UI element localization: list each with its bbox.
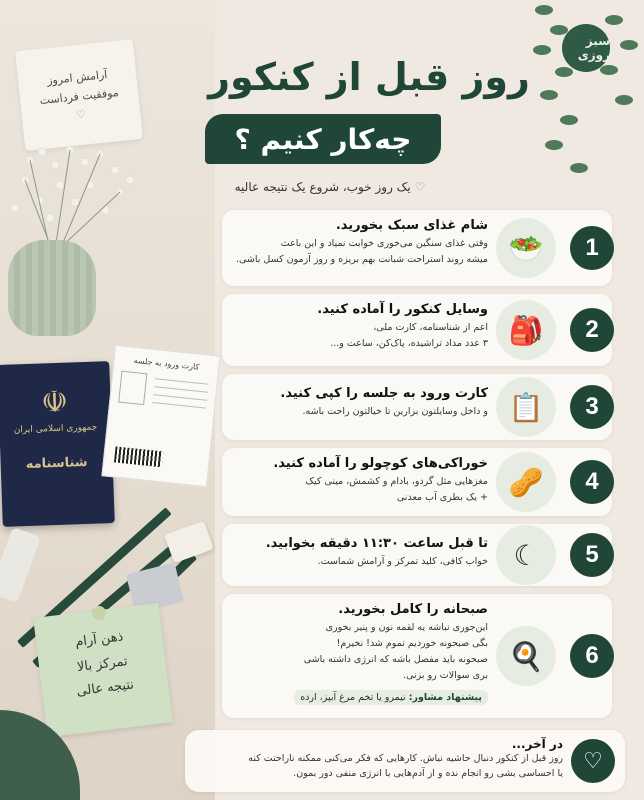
fried-egg-icon: 🍳 xyxy=(496,626,556,686)
step-3 xyxy=(222,374,612,440)
step-desc: بگی صبحونه خوردیم تموم شد! نخیرم! xyxy=(336,638,488,650)
final-title: در آخر... xyxy=(511,737,563,751)
exam-entry-card xyxy=(101,345,220,487)
step-5 xyxy=(222,524,612,586)
sticky-note xyxy=(33,603,173,737)
step-number: 3 xyxy=(570,385,614,429)
tagline-text: یک روز خوب، شروع یک نتیجه عالیه xyxy=(234,180,411,194)
sticky-line-2: تمرکز بالا xyxy=(76,653,129,675)
birth-certificate xyxy=(0,361,115,527)
step-number: 2 xyxy=(570,308,614,352)
step-desc: خواب کافی، کلید تمرکز و آرامش شماست. xyxy=(317,556,488,567)
entry-card-title: کارت ورود به جلسه xyxy=(133,355,200,372)
step-1 xyxy=(222,210,612,286)
step-6 xyxy=(222,594,612,718)
clipboard-icon: 📋 xyxy=(496,377,556,437)
salad-bowl-icon: 🥗 xyxy=(496,218,556,278)
step-title: صبحانه را کامل بخورید. xyxy=(338,602,488,617)
step-number: 1 xyxy=(570,226,614,270)
passport-title: شناسنامه xyxy=(25,454,88,473)
advisor-label: پیشنهاد مشاور: xyxy=(408,691,482,703)
heart-icon: ♡ xyxy=(414,180,426,194)
snacks-icon: 🥜 xyxy=(496,452,556,512)
final-desc: روز قبل از کنکور دنبال حاشیه نباش. کارهایی که فکر می‌کنی ممکنه ناراحتت کنه xyxy=(248,753,563,764)
pin-icon xyxy=(92,606,106,620)
step-desc: و داخل وسایلتون بزارین تا خیالتون راحت باشه. xyxy=(302,406,488,417)
passport-top-text: جمهوری اسلامی ایران xyxy=(13,422,98,436)
decorative-scene xyxy=(0,0,215,800)
emblem-icon: ☫ xyxy=(40,384,69,421)
page-title: روز قبل از کنکور xyxy=(208,55,530,99)
step-desc: مغزهایی مثل گردو، بادام و کشمش، مینی کیک xyxy=(305,476,488,487)
eraser xyxy=(164,521,214,564)
step-title: کارت ورود به جلسه را کپی کنید. xyxy=(280,386,488,401)
heart-icon: ♡ xyxy=(571,739,615,783)
final-note xyxy=(185,730,625,792)
step-desc: این‌جوری نباشه یه لقمه نون و پنیر بخوری xyxy=(325,622,488,633)
final-desc: یا احساسی بشی رو انجام نده و از آدم‌هایی با انرژی منفی دور بمون. xyxy=(293,768,563,780)
step-title: شام غذای سبک بخورید. xyxy=(335,218,488,233)
step-desc: وقتی غذای سنگین می‌خوری خوابت نمیاد و این باعث xyxy=(280,238,488,249)
sticky-line-1: ذهن آرام xyxy=(74,629,125,651)
brand-logo: سبز روزی xyxy=(562,24,610,72)
sticky-line-3: نتیجه عالی xyxy=(75,677,135,700)
step-number: 6 xyxy=(570,634,614,678)
step-desc: صبحونه باید مفصل باشه که انرژی داشته باشی xyxy=(303,654,488,666)
subtitle-banner xyxy=(205,114,441,164)
step-desc: اعم از شناسنامه، کارت ملی، xyxy=(373,322,488,333)
pen xyxy=(0,527,41,603)
step-number: 4 xyxy=(570,460,614,504)
tagline xyxy=(230,180,430,194)
step-number: 5 xyxy=(570,533,614,577)
small-heart-icon: ♡ xyxy=(75,107,87,122)
advisor-text: نیمرو یا تخم مرغ آبپز، ارده xyxy=(300,691,406,703)
card-line-1: آرامش امروز xyxy=(46,67,108,88)
barcode-icon xyxy=(114,446,163,467)
step-title: وسایل کنکور را آماده کنید. xyxy=(317,302,488,317)
step-desc: ۳ عدد مداد تراشیده، پاک‌کن، ساعت و... xyxy=(330,338,488,350)
vase xyxy=(8,240,96,336)
page-subtitle: چه‌کار کنیم ؟ xyxy=(234,122,412,156)
step-desc: میشه روند استراحت شبانت بهم بریزه و روز آزمون کسل باشی. xyxy=(235,254,488,266)
step-title: خوراکی‌های کوچولو را آماده کنید. xyxy=(273,456,488,471)
step-desc: بری سوالات رو بزنی. xyxy=(403,670,488,682)
photo-placeholder xyxy=(118,371,147,406)
flowers-icon xyxy=(0,130,150,250)
step-2 xyxy=(222,294,612,366)
advisor-tip xyxy=(294,690,488,705)
step-desc: + یک بطری آب معدنی xyxy=(396,492,488,504)
card-line-2: موفقیت فرداست xyxy=(38,85,120,107)
step-4 xyxy=(222,448,612,516)
backpack-icon: 🎒 xyxy=(496,300,556,360)
step-title: تا قبل ساعت ۱۱:۳۰ دقیقه بخوابید. xyxy=(265,536,488,551)
moon-icon: ☾ xyxy=(496,525,556,585)
